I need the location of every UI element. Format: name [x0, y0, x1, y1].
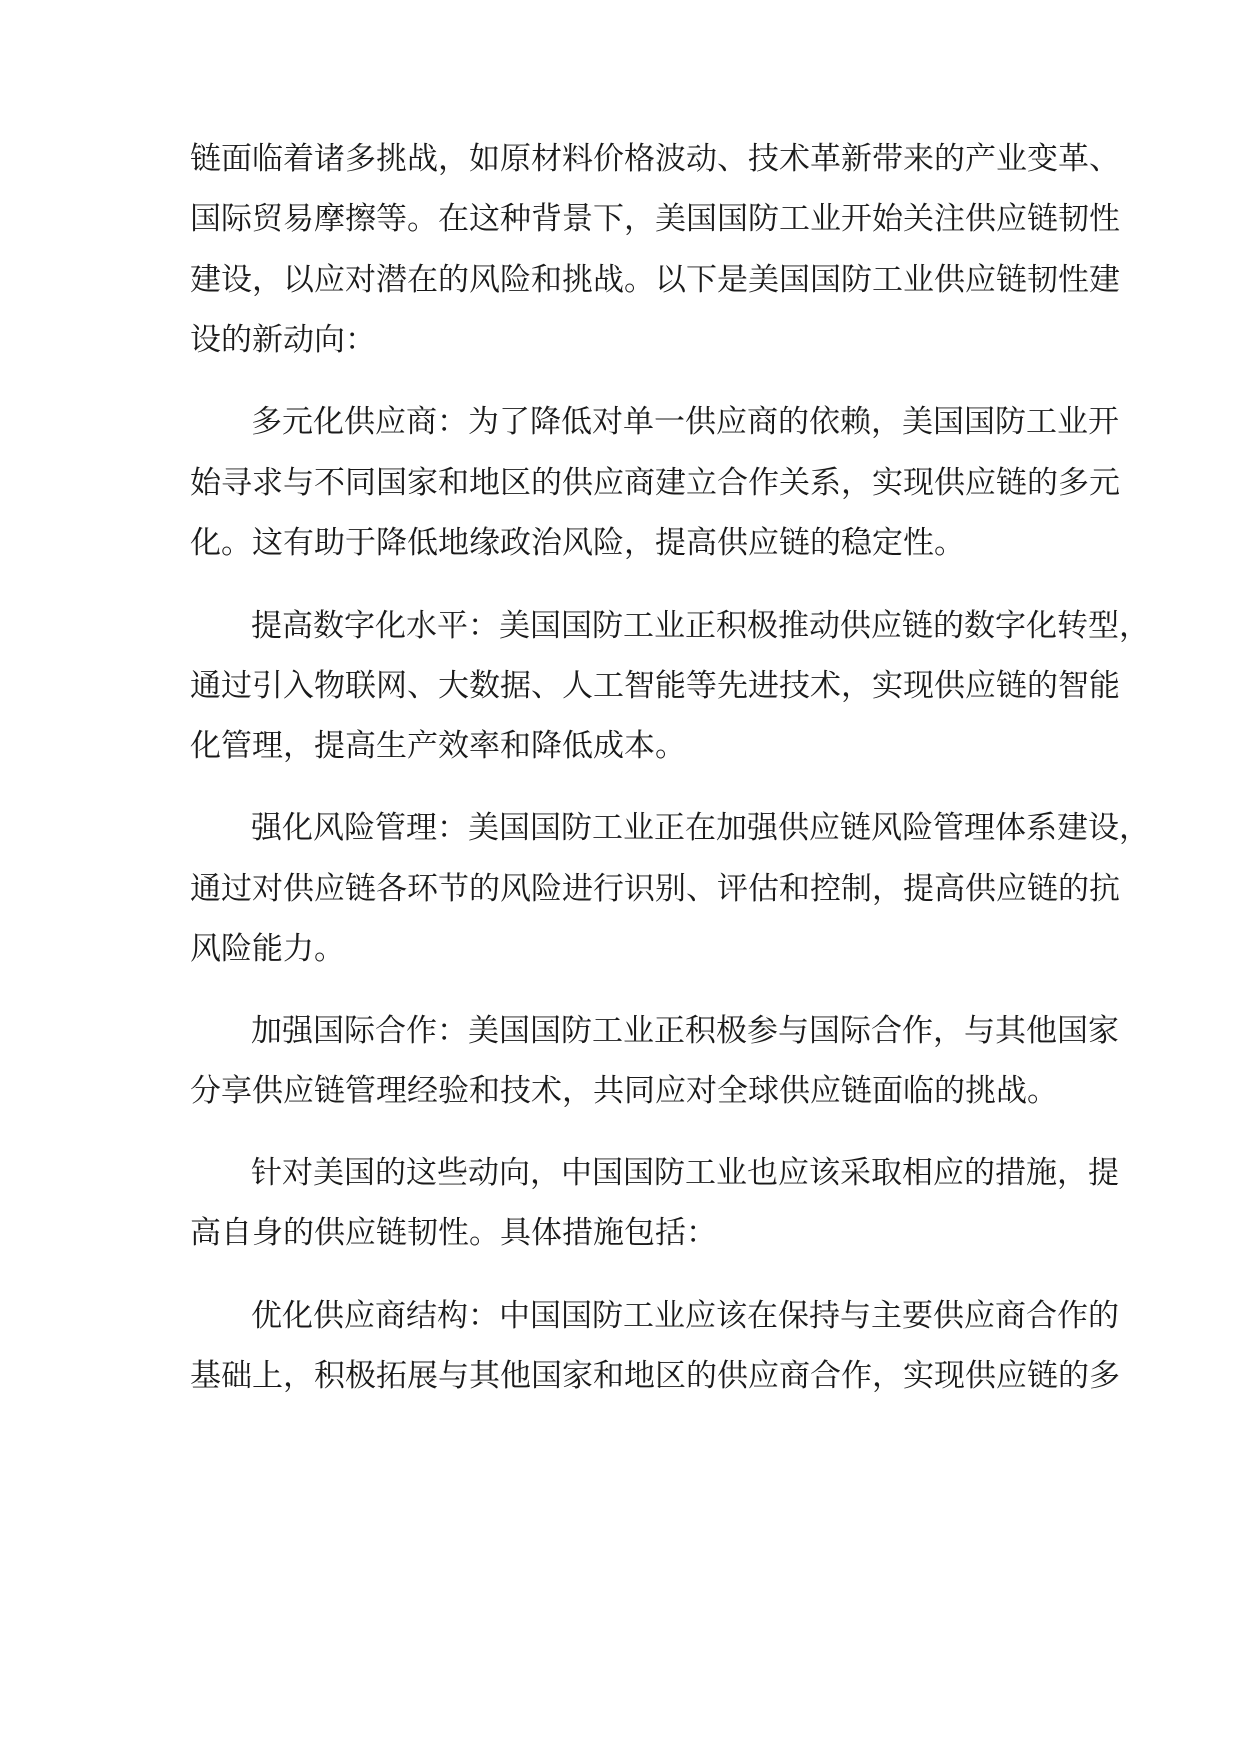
body-text-line: 建设，以应对潜在的风险和挑战。以下是美国国防工业供应链韧性建 [190, 262, 1120, 298]
body-text-line: 设的新动向： [190, 322, 376, 358]
paragraph-first-line: 优化供应商结构：中国国防工业应该在保持与主要供应商合作的 [251, 1298, 1119, 1334]
body-text-line: 国际贸易摩擦等。在这种背景下，美国国防工业开始关注供应链韧性 [190, 201, 1120, 237]
paragraph-first-line: 多元化供应商：为了降低对单一供应商的依赖，美国国防工业开 [251, 404, 1119, 440]
body-text-line: 通过引入物联网、大数据、人工智能等先进技术，实现供应链的智能 [190, 668, 1120, 704]
body-text-line: 风险能力。 [190, 931, 345, 967]
body-text-line: 分享供应链管理经验和技术，共同应对全球供应链面临的挑战。 [190, 1073, 1058, 1109]
body-text-line: 化。这有助于降低地缘政治风险，提高供应链的稳定性。 [190, 525, 965, 561]
paragraph-first-line: 针对美国的这些动向，中国国防工业也应该采取相应的措施，提 [251, 1155, 1119, 1191]
body-text-line: 化管理，提高生产效率和降低成本。 [190, 728, 686, 764]
paragraph-first-line: 加强国际合作：美国国防工业正积极参与国际合作，与其他国家 [251, 1013, 1119, 1049]
body-text-line: 基础上，积极拓展与其他国家和地区的供应商合作，实现供应链的多 [190, 1358, 1120, 1394]
body-text-line: 链面临着诸多挑战，如原材料价格波动、技术革新带来的产业变革、 [190, 141, 1120, 177]
body-text-line: 通过对供应链各环节的风险进行识别、评估和控制，提高供应链的抗 [190, 871, 1120, 907]
body-text-line: 高自身的供应链韧性。具体措施包括： [190, 1215, 717, 1251]
paragraph-first-line: 强化风险管理：美国国防工业正在加强供应链风险管理体系建设， [251, 810, 1150, 846]
body-text-line: 始寻求与不同国家和地区的供应商建立合作关系，实现供应链的多元 [190, 465, 1120, 501]
paragraph-first-line: 提高数字化水平：美国国防工业正积极推动供应链的数字化转型， [251, 608, 1150, 644]
